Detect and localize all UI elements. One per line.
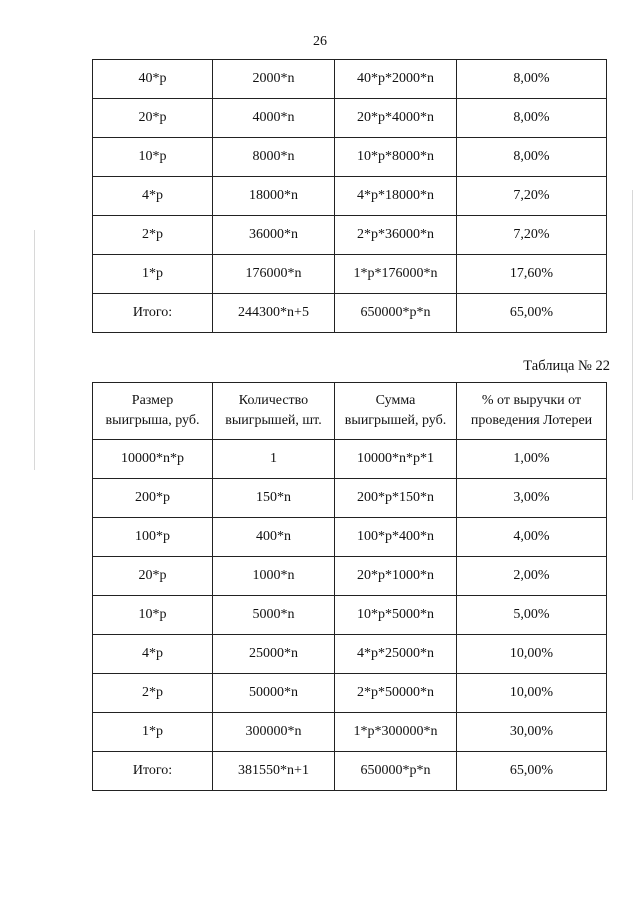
prize-count-cell: 36000*n (213, 216, 335, 255)
total-sum-cell: 650000*р*n (335, 294, 457, 333)
column-header-prize-sum: Сумма выигрышей, руб. (335, 383, 457, 440)
prize-count-cell: 25000*n (213, 635, 335, 674)
revenue-percent-cell: 17,60% (457, 255, 607, 294)
revenue-percent-cell: 8,00% (457, 138, 607, 177)
prize-size-cell: 4*р (93, 635, 213, 674)
prize-sum-cell: 1*р*300000*n (335, 713, 457, 752)
revenue-percent-cell: 1,00% (457, 440, 607, 479)
prize-count-cell: 18000*n (213, 177, 335, 216)
prize-table-22 (92, 382, 607, 791)
revenue-percent-cell: 10,00% (457, 635, 607, 674)
column-header-prize-count: Количество выигрышей, шт. (213, 383, 335, 440)
prize-size-cell: 200*р (93, 479, 213, 518)
table-row (93, 557, 607, 596)
column-header-prize-size: Размер выигрыша, руб. (93, 383, 213, 440)
prize-count-cell: 150*n (213, 479, 335, 518)
revenue-percent-cell: 3,00% (457, 479, 607, 518)
prize-count-cell: 8000*n (213, 138, 335, 177)
prize-count-cell: 50000*n (213, 674, 335, 713)
prize-size-cell: 40*р (93, 60, 213, 99)
total-row (93, 752, 607, 791)
total-percent-cell: 65,00% (457, 752, 607, 791)
prize-count-cell: 176000*n (213, 255, 335, 294)
prize-sum-cell: 40*р*2000*n (335, 60, 457, 99)
prize-size-cell: 10*р (93, 596, 213, 635)
revenue-percent-cell: 7,20% (457, 216, 607, 255)
prize-size-cell: 1*р (93, 255, 213, 294)
revenue-percent-cell: 10,00% (457, 674, 607, 713)
prize-count-cell: 2000*n (213, 60, 335, 99)
table-row (93, 138, 607, 177)
prize-size-cell: 10000*n*р (93, 440, 213, 479)
prize-size-cell: 1*р (93, 713, 213, 752)
total-count-cell: 244300*n+5 (213, 294, 335, 333)
table-row (93, 713, 607, 752)
prize-sum-cell: 10*р*5000*n (335, 596, 457, 635)
prize-sum-cell: 2*р*36000*n (335, 216, 457, 255)
revenue-percent-cell: 8,00% (457, 99, 607, 138)
total-label-cell: Итого: (93, 294, 213, 333)
total-count-cell: 381550*n+1 (213, 752, 335, 791)
prize-sum-cell: 10*р*8000*n (335, 138, 457, 177)
table-row (93, 99, 607, 138)
table-row (93, 216, 607, 255)
prize-count-cell: 4000*n (213, 99, 335, 138)
prize-sum-cell: 100*р*400*n (335, 518, 457, 557)
scan-edge-line-right (632, 190, 633, 500)
table-row (93, 177, 607, 216)
revenue-percent-cell: 8,00% (457, 60, 607, 99)
total-percent-cell: 65,00% (457, 294, 607, 333)
prize-size-cell: 2*р (93, 216, 213, 255)
table-row (93, 674, 607, 713)
prize-count-cell: 5000*n (213, 596, 335, 635)
prize-sum-cell: 10000*n*р*1 (335, 440, 457, 479)
prize-size-cell: 10*р (93, 138, 213, 177)
prize-table-continued (92, 59, 607, 333)
prize-sum-cell: 4*р*18000*n (335, 177, 457, 216)
revenue-percent-cell: 30,00% (457, 713, 607, 752)
prize-count-cell: 300000*n (213, 713, 335, 752)
total-sum-cell: 650000*р*n (335, 752, 457, 791)
revenue-percent-cell: 2,00% (457, 557, 607, 596)
prize-sum-cell: 200*р*150*n (335, 479, 457, 518)
scan-edge-line-left (34, 230, 35, 470)
prize-size-cell: 2*р (93, 674, 213, 713)
total-label-cell: Итого: (93, 752, 213, 791)
table-caption: Таблица № 22 (523, 358, 610, 374)
prize-size-cell: 20*р (93, 99, 213, 138)
total-row (93, 294, 607, 333)
table-row (93, 255, 607, 294)
table-row (93, 635, 607, 674)
table-row (93, 596, 607, 635)
revenue-percent-cell: 5,00% (457, 596, 607, 635)
prize-sum-cell: 2*р*50000*n (335, 674, 457, 713)
revenue-percent-cell: 4,00% (457, 518, 607, 557)
prize-count-cell: 1 (213, 440, 335, 479)
table-row (93, 479, 607, 518)
table-header-row (93, 383, 607, 440)
revenue-percent-cell: 7,20% (457, 177, 607, 216)
prize-sum-cell: 1*р*176000*n (335, 255, 457, 294)
prize-size-cell: 20*р (93, 557, 213, 596)
column-header-revenue-percent: % от выручки от проведения Лотереи (457, 383, 607, 440)
prize-sum-cell: 20*р*1000*n (335, 557, 457, 596)
table-row (93, 440, 607, 479)
prize-size-cell: 100*р (93, 518, 213, 557)
prize-sum-cell: 4*р*25000*n (335, 635, 457, 674)
prize-size-cell: 4*р (93, 177, 213, 216)
prize-count-cell: 400*n (213, 518, 335, 557)
prize-sum-cell: 20*р*4000*n (335, 99, 457, 138)
prize-count-cell: 1000*n (213, 557, 335, 596)
table-row (93, 518, 607, 557)
table-row (93, 60, 607, 99)
page-number: 26 (313, 34, 327, 49)
